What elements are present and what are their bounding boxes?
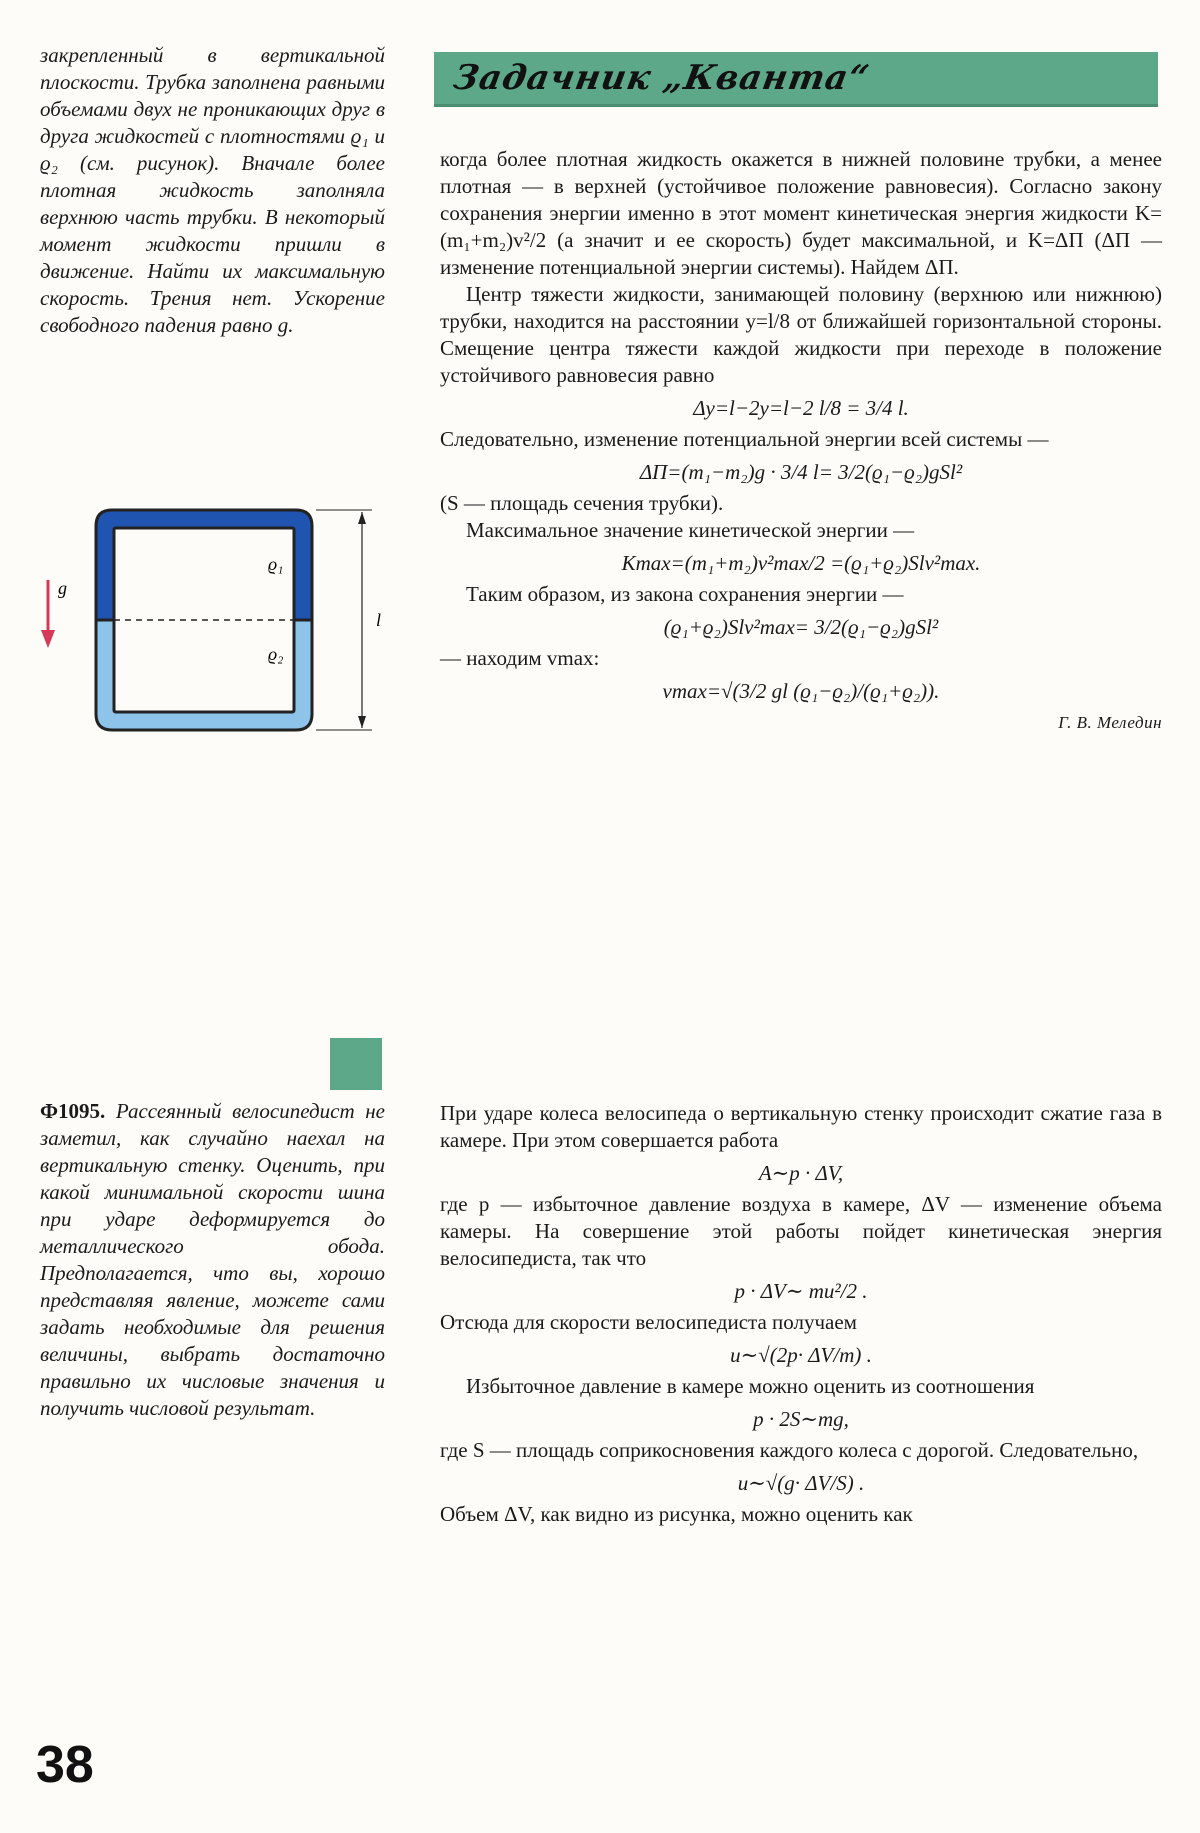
task-1-statement [40, 42, 385, 339]
equation-kmax: Kmax=(m₁+m₂)v²max/2 =(ϱ₁+ϱ₂)Slv²max. [621, 551, 981, 575]
equation-delta-y: Δy=l−2y=l−2 l/8 = 3/4 l. [693, 396, 909, 420]
solution-2-p2: где p — избыточное давление воздуха в камере, ΔV — изменение объема камеры. На совершение этой работы пойдет кинетическая энергия велосипедиста, так что [440, 1192, 1162, 1270]
solution-1-p5: Максимальное значение кинетической энергии — [466, 518, 915, 542]
rho1-label: ϱ₁ [268, 554, 284, 574]
tube-figure [36, 500, 396, 745]
l-label: l [376, 610, 382, 630]
solution-1-p3: Следовательно, изменение потенциальной энергии всей системы — [440, 427, 1049, 451]
rho2-label: ϱ₂ [268, 644, 284, 664]
equation-speed-2: u∼√(g· ΔV/S) . [737, 1471, 865, 1495]
solution-2-p3: Отсюда для скорости велосипедиста получаем [440, 1310, 857, 1334]
equation-energy-balance: (ϱ₁+ϱ₂)Slv²max= 3/2(ϱ₁−ϱ₂)gSl² [663, 615, 939, 639]
author-signature: Г. В. Меледин [1058, 713, 1162, 732]
gravity-arrow-head [41, 630, 55, 648]
solution-2-p1: При ударе колеса велосипеда о вертикальную стенку происходит сжатие газа в камере. При этом совершается работа [440, 1101, 1162, 1152]
solution-1-p7: — находим vmax: [440, 646, 600, 670]
page-number: 38 [36, 1736, 94, 1794]
dim-arrow-bottom [358, 716, 366, 728]
equation-vmax: vmax=√(3/2 gl (ϱ₁−ϱ₂)/(ϱ₁+ϱ₂)). [662, 679, 940, 703]
solution-1-p2: Центр тяжести жидкости, занимающей половину (верхнюю или нижнюю) трубки, находится на расстоянии y=l/8 от ближайшей горизонтальной стороны. Смещение центра тяжести каждой жидкости при переходе в положение устойчивого равновесия равно [440, 282, 1162, 387]
solution-2 [440, 1100, 1162, 1528]
section-banner [434, 52, 1158, 107]
solution-1-p6: Таким образом, из закона сохранения энергии — [466, 582, 904, 606]
section-marker [330, 1038, 382, 1090]
solution-1-p4: (S — площадь сечения трубки). [440, 491, 724, 515]
task-1-text: закрепленный в вертикальной плоскости. Трубка заполнена равными объемами двух не проникающих друг в друга жидкостей с плотностями ϱ₁ и ϱ₂ (см. рисунок). Вначале более плотная жидкость заполняла верхнюю часть трубки. В некоторый момент жидкости пришли в движение. Найти их максимальную скорость. Трения нет. Ускорение свободного падения равно g. [40, 43, 385, 337]
dim-arrow-top [358, 512, 366, 524]
equation-work: A∼p · ΔV, [758, 1161, 844, 1185]
problem-number: Ф1095. [40, 1099, 106, 1123]
task-2-statement [40, 1098, 385, 1422]
g-label: g [58, 578, 67, 598]
equation-pressure: p · 2S∼mg, [753, 1407, 849, 1431]
equation-delta-p: ΔП=(m₁−m₂)g · 3/4 l= 3/2(ϱ₁−ϱ₂)gSl² [639, 460, 963, 484]
banner-title: Задачник „Кванта“ [450, 58, 873, 98]
light-liquid [96, 620, 312, 730]
solution-1 [440, 146, 1162, 736]
equation-speed-1: u∼√(2p· ΔV/m) . [730, 1343, 872, 1367]
solution-2-p6: Объем ΔV, как видно из рисунка, можно оценить как [440, 1502, 913, 1526]
task-2-text: Рассеянный велосипедист не заметил, как случайно наехал на вертикальную стенку. Оценить, при какой минимальной скорости шина при ударе деформируется до металлического обода. Предполагается, что вы, хорошо представляя явление, можете сами задать необходимые для решения величины, выбрать достаточно правильно их числовые значения и получить числовой результат. [40, 1099, 385, 1420]
solution-2-p4: Избыточное давление в камере можно оценить из соотношения [466, 1374, 1035, 1398]
equation-kinetic: p · ΔV∼ mu²/2 . [734, 1279, 868, 1303]
tube-diagram [36, 500, 396, 740]
solution-1-p1: когда более плотная жидкость окажется в нижней половине трубки, а менее плотная — в верхней (устойчивое положение равновесия). Согласно закону сохранения энергии именно в этот момент кинетическая энергия жидкости K=(m₁+m₂)v²/2 (а значит и ее скорость) будет максимальной, и K=ΔП (ΔП — изменение потенциальной энергии системы). Найдем ΔП. [440, 147, 1162, 279]
solution-2-p5: где S — площадь соприкосновения каждого колеса с дорогой. Следовательно, [440, 1438, 1139, 1462]
